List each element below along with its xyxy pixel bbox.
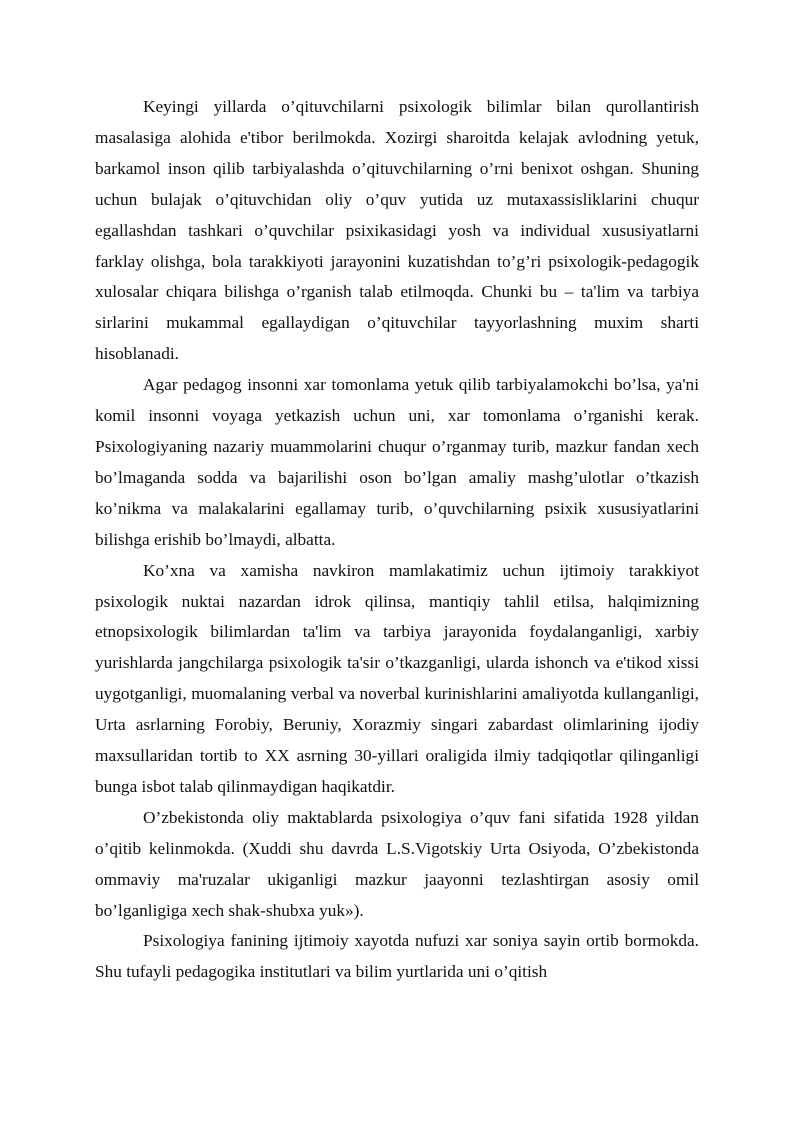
paragraph-1: Keyingi yillarda o’qituvchilarni psixologik bilimlar bilan qurollantirish masalasiga alohida e'tibor berilmokda. Xozirgi sharoitda kelajak avlodning yetuk, barkamol inson qilib tarbiyalashda o’qituvchilarning o’rni benixot oshgan. Shuning uchun bulajak o’qituvchidan oliy o’quv yutida uz mutaxassisliklarini chuqur egallashdan tashkari o’quvchilar psixikasidagi yosh va individual xususiyatlarni farklay olishga, bola tarakkiyoti jarayonini kuzatishdan to’g’ri psixologik-pedagogik xulosalar chiqara bilishga o’rganish talab etilmoqda. Chunki bu – ta'lim va tarbiya sirlarini mukammal egallaydigan o’qituvchilar tayyorlashning muxim sharti hisoblanadi. bbox=[95, 97, 699, 364]
document-page bbox=[95, 92, 699, 988]
paragraph-3: Ko’xna va xamisha navkiron mamlakatimiz uchun ijtimoiy tarakkiyot psixologik nuktai nazardan idrok qilinsa, mantiqiy tahlil etilsa, halqimizning etnopsixologik bilimlardan ta'lim va tarbiya jarayonida foydalanganligi, xarbiy yurishlarda jangchilarga psixologik ta'sir o’tkazganligi, ularda ishonch va e'tikod xissi uygotganligi, muomalaning verbal va noverbal kurinishlarini amaliyotda kullanganligi, Urta asrlarning Forobiy, Beruniy, Xorazmiy singari zabardast olimlarining ijodiy maxsullaridan tortib to XX asrning 30-yillari oraligida ilmiy tadqiqotlar qilinganligi bunga isbot talab qilinmaydigan haqikatdir. bbox=[95, 560, 699, 796]
paragraph-5: Psixologiya fanining ijtimoiy xayotda nufuzi xar soniya sayin ortib bormokda. Shu tufayli pedagogika institutlari va bilim yurtlarida uni o’qitish bbox=[95, 931, 699, 982]
paragraph-4: O’zbekistonda oliy maktablarda psixologiya o’quv fani sifatida 1928 yildan o’qitib kelinmokda. (Xuddi shu davrda L.S.Vigotskiy Urta Osiyoda, O’zbekistonda ommaviy ma'ruzalar ukiganligi mazkur jaayonni tezlashtirgan asosiy omil bo’lganligiga xech shak-shubxa yuk»). bbox=[95, 807, 699, 920]
paragraph-2: Agar pedagog insonni xar tomonlama yetuk qilib tarbiyalamokchi bo’lsa, ya'ni komil insonni voyaga yetkazish uchun uni, xar tomonlama o’rganishi kerak. Psixologiyaning nazariy muammolarini chuqur o’rganmay turib, mazkur fandan xech bo’lmaganda sodda va bajarilishi oson bo’lgan amaliy mashg’ulotlar o’tkazish ko’nikma va malakalarini egallamay turib, o’quvchilarning psixik xususiyatlarini bilishga erishib bo’lmaydi, albatta. bbox=[95, 375, 699, 549]
